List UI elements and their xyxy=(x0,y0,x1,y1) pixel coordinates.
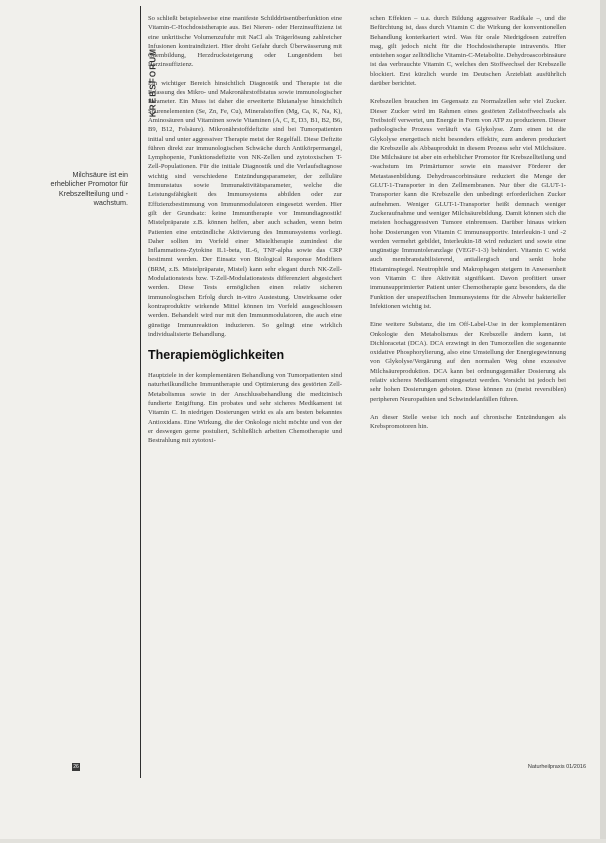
page-number: 26 xyxy=(73,764,79,770)
paragraph: Krebszellen brauchen im Gegensatz zu Normalzellen sehr viel Zucker. Dieser Zucker wird im Rahmen eines gestörten Zellstoffwechsels als Treibstoff verwertet, um Energie in Form von ATP zu produzieren. Dieser pathologische Prozess verläuft via Glykolyse. Zum einen ist die Glykolyse energetisch nicht besonders effektiv, zum anderen produziert die Krebszelle als Abbauprodukt in diesem Prozess sehr viel Milchsäure. Die Milchsäure ist aber ein erheblicher Promotor für Krebszellteilung und -wachstum im Primärtumor sowie ein massiver Förderer der Metastasenbildung. Dehydroascorbinsäure reduziert die Menge der GLUT-1-Transporter in den Zellmembranen. Nur über die GLUT-1-Transporter kann die Krebszelle den unbedingt erforderlichen Zucker aufnehmen. Weniger GLUT-1-Transporter heißt demnach weniger Zuckeraufnahme und weniger Milchsäurebildung. Damit können sich die meisten hochaggressiven Tumore einbremsen. Darüber hinaus wirken hohe Dosierungen von Vitamin C immunsupportiv. Interleukin-1 und -2 werden vermehrt gebildet, Interleukin-18 wird reduziert und sowie eine ungünstige Immuntoleranzlage (VEGF-1-3) behindert. Vitamin C wirkt auch membranstabilisierend, antiallergisch und senkt hohe Histaminspiegel. Neutrophile und Makrophagen steigern in Anwesenheit von Vitamin C ihre Aktivität signifikant. Davon profitiert unser immunsupprimierter Patient unter Chemotherapie ganz besonders, da die Funktion der unspezifischen Immunsystems für die Abwehr bakterieller Infektionen wichtig ist. xyxy=(370,98,566,310)
section-heading: Therapiemöglichkeiten xyxy=(148,348,285,363)
page-edge-bottom xyxy=(0,839,606,843)
margin-pull-quote: Milchsäure ist ein erheblicher Promotor für Krebszellteilung und -wachstum. xyxy=(50,170,128,208)
paragraph: So schließt beispielsweise eine manifeste Schilddrüsenüberfunktion eine Vitamin-C-Hochdosistherapie aus. Bei Nieren- oder Herzinsuffizienz ist eine unkritische Volumenzufuhr mit NaCl als Trägerlösung zahlreicher Infusionen kontraindiziert. Hier droht Gefahr durch Überwässerung mit Ödembildung, Herzdrucksteigerung oder Lungenödem bei Herzinsuffizienz. xyxy=(148,15,342,69)
footer-publication: Naturheilpraxis 01/2016 xyxy=(527,764,586,770)
column-divider-rule xyxy=(140,6,141,778)
section-label: KREBSFORUM xyxy=(148,47,158,118)
paragraph: schen Effekten – u.a. durch Bildung aggressiver Radikale –, und die Befürchtung ist, dass durch Vitamin C die Wirkung der konventionellen Behandlung konterkariert wird. Was für orale Niedrigdosen zutreffen mag, gilt jedoch nicht für die Hochdosistherapie intravenös. Hier entstehen sogar zelltödliche Vitamin-C-Metabolite. Dehydroascorbinsäure ist das verbrauchte Vitamin C, welches den Stoffwechsel der Krebszelle blockiert. Erst kürzlich wurde im Deutschen Ärzteblatt ausführlich darüber berichtet. xyxy=(370,15,566,88)
right-text-column xyxy=(370,14,566,440)
page-edge-shadow xyxy=(600,0,606,843)
paragraph: Eine weitere Substanz, die im Off-Label-Use in der komplementären Onkologie den Metabolismus der Krebszelle ändern kann, ist Dichloracetat (DCA). DCA erzwingt in den Tumorzellen die sogenannte oxidative Phosphorylierung, also eine Umstellung der Energiegewinnung von Glykolyse/Vergärung auf den normalen Weg ohne exzessive Milchsäureproduktion. DCA kann bei ordnungsgemäßer Dosierung als relativ sicheres Medikament eingesetzt werden. Vorsicht ist jedoch bei sehr hohen Dosierungen geboten. Diese können zu (meist reversiblen) peripheren Neuropathien und Schwindelanfällen führen. xyxy=(370,321,566,403)
paragraph: Ein wichtiger Bereich hinsichtlich Diagnostik und Therapie ist die Erfassung des Mikro- und Makronährstoffstatus sowie immunologischer Parameter. Ein Muss ist daher die erweiterte Blutanalyse hinsichtlich Spurenelementen (Se, Zn, Fe, Cu), Mineralstoffen (Mg, Ca, K, Na, K), Aminosäuren und Vitaminen sowie Vitaminen (A, C, E, D3, B1, B2, B6, B9, B12, Folsäure). Mikronährstoffdefizite sind bei Tumorpatienten initial und unter aggressiver Therapie meist der Regelfall. Diese Defizite führen direkt zur immunologischen Schwäche durch Antikörpermangel, Lymphopenie, Funktionsdefizite von NK-Zellen und zytotoxischen T-Zell-Populationen. Für die initiale Diagnostik und die Verlaufsdiagnose wichtig sind verschiedene Entzündungsparameter, der zelluläre Immunstatus sowie Immunaktivitätsparameter, welche die Leistungsfähigkeit des Immunsystems abbilden oder zur Effizienzbestimmung von Immunmodulatoren eingesetzt werden. Hier gilt der Grundsatz: keine Immuntherapie vor Immundiagnostik! Mistelpräparate z.B. können helfen, aber auch schaden, wenn beim Patienten eine entzündliche Aktivierung des Immunsystems vorliegt. Daher sollten im Vorfeld einer Misteltherapie zumindest die Inflammations-Zytokine IL1-beta, IL-6, TNF-alpha sowie das CRP bestimmt werden. Der Einsatz von Biological Response Modifiers (BRM, z.B. Mistelpräparate, Mistel) kann sehr elegant durch NK-Zell-Modulationstests bzw. T-Zell-Modulationstests differenziert abgesichert werden. Diese Tests ermöglichen einen relativ sicheren immunologischen Erfolg durch in-vitro Austestung. Unwirksame oder kontraproduktiv wirkende Mittel können im Vorfeld ausgeschlossen werden. Behandelt wird nur mit den Immunmodulatoren, die auch eine günstige Immunreaktion induzieren. So gelingt eine wirklich individualisierte Behandlung. xyxy=(148,79,342,338)
left-text-column xyxy=(148,14,342,454)
paragraph: An dieser Stelle weise ich noch auf chronische Entzündungen als Krebspromotoren hin. xyxy=(370,413,566,431)
paragraph: Hauptziele in der komplementären Behandlung von Tumorpatienten sind naturheilkundliche Immuntherapie und Optimierung des gestörten Zell-Metabolismus sowie in der Anschlussbehandlung die medizinisch fundierte Entgiftung. Ein probates und sehr sicheres Medikament ist Vitamin C. In niedrigen Dosierungen wirkt es als am besten bekanntes Antioxidans. Eine Wirkung, die der Onkologe nicht möchte und von der er deswegen gerne postuliert, Schließlich arbeiten Chemotherapie und Bestrahlung mit zytotoxi- xyxy=(148,372,342,445)
